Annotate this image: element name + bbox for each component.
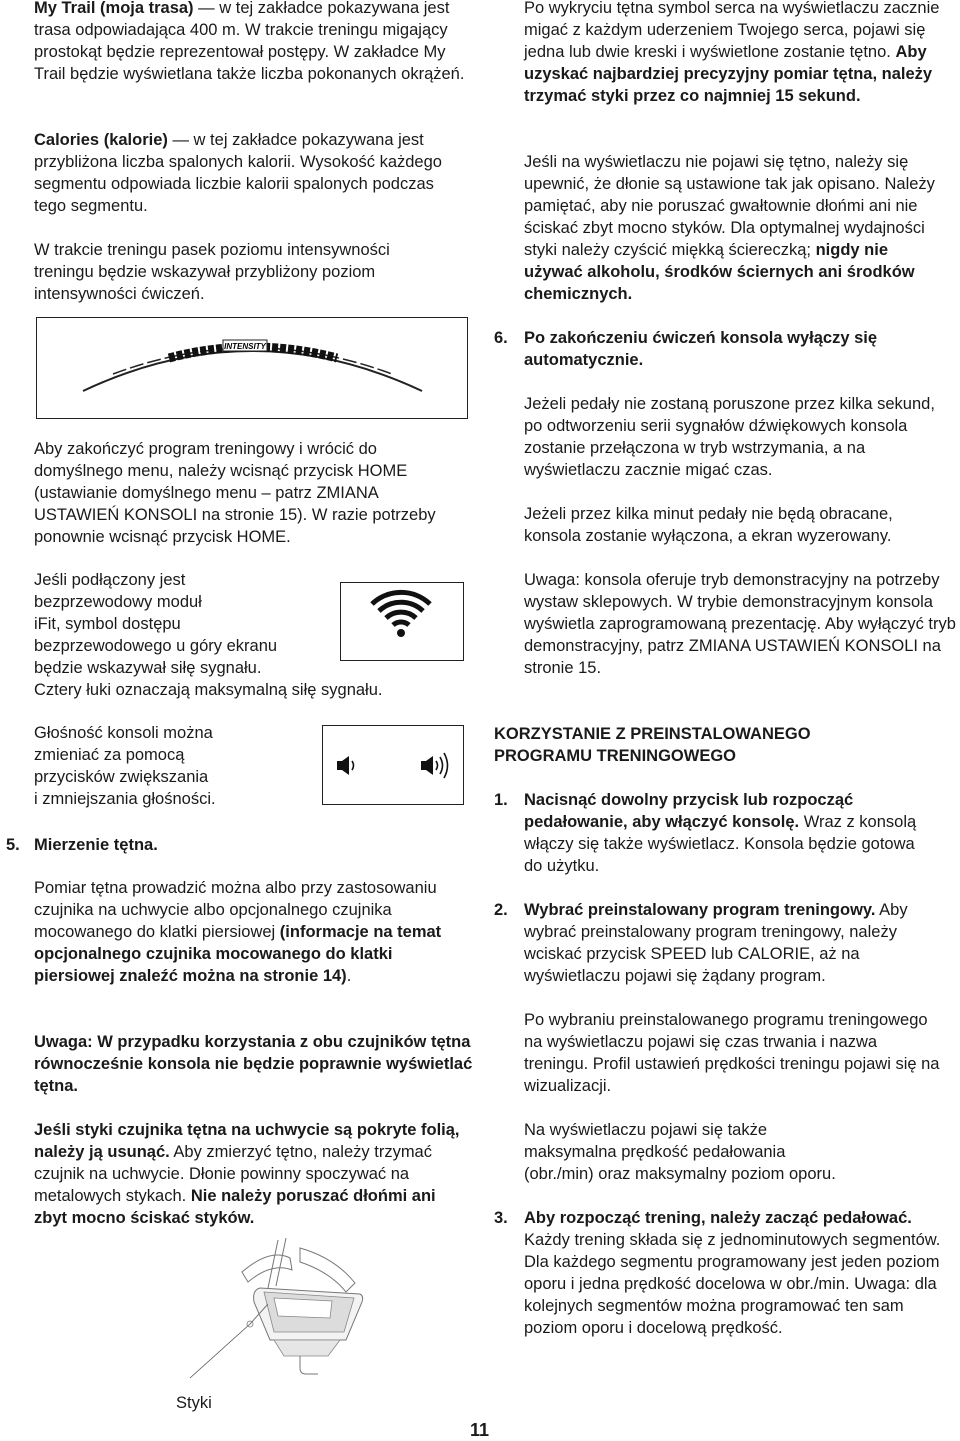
- console-handlebar-drawing: [150, 1228, 380, 1398]
- wifi-figure: [340, 582, 464, 661]
- step-2-bold: Wybrać preinstalowany program treningowy.: [524, 901, 876, 919]
- wifi-signal-icon: [341, 583, 462, 659]
- paragraph-program-selected: Po wybraniu preinstalowanego programu treningowego na wyświetlaczu pojawi się czas trwania i nazwa treningu. Profil ustawień prędkości treningu pojawi się na wizualizacji.: [524, 1011, 940, 1095]
- paragraph-home: Aby zakończyć program treningowy i wrócić do domyślnego menu, należy wcisnąć przycisk HOME (ustawianie domyślnego menu – patrz ZMIANA USTAWIEŃ KONSOLI na stronie 15). W razie potrzeby ponownie wcisnąć przycisk HOME.: [34, 440, 436, 546]
- console-illustration: [150, 1228, 380, 1398]
- step-3-detail: Każdy trening składa się z jednominutowych segmentów. Dla każdego segmentu programowany jest jeden poziom oporu i jedna prędkość docelowa w obr./min. Uwaga: dla kolejnych segmentów można programować ten sam poziom oporu i docelową prędkość.: [524, 1231, 941, 1337]
- step-3-number: 3.: [494, 1209, 508, 1227]
- volume-down-icon: [337, 756, 354, 775]
- volume-up-icon: [421, 753, 448, 778]
- contacts-text: Aby zmierzyć tętno, należy trzymać czujnik na uchwycie. Dłonie powinny spoczywać na metalowych stykach.: [34, 1143, 432, 1205]
- wireless-line: bezprzewodowy moduł: [34, 593, 202, 611]
- step-1-bold: Nacisnąć dowolny przycisk lub rozpocząć pedałowanie, aby włączyć konsolę.: [524, 791, 854, 831]
- paragraph-demo-mode: Uwaga: konsola oferuje tryb demonstracyjny na potrzeby wystaw sklepowych. W trybie demonstracyjnym konsola wyświetla zaprogramowaną prezentację. Aby wyłączyć tryb demonstracyjny, patrz ZMIANA USTAWIEŃ KONSOLI na stronie 15.: [524, 571, 956, 677]
- paragraph-max-speed: Na wyświetlaczu pojawi się także maksymalna prędkość pedałowania (obr./min) oraz maksymalny poziom oporu.: [524, 1121, 836, 1183]
- wireless-line: bezprzewodowego u góry ekranu: [34, 637, 278, 655]
- intensity-bar-figure: [36, 317, 468, 419]
- styki-label: Styki: [176, 1394, 212, 1412]
- no-heart-bold: nigdy nie używać alkoholu, środków ściernych ani środków chemicznych.: [524, 241, 915, 303]
- step-1-number: 1.: [494, 791, 508, 809]
- term-calories: Calories (kalorie): [34, 131, 168, 149]
- volume-line: Głośność konsoli można: [34, 724, 213, 742]
- step-2-number: 2.: [494, 901, 508, 919]
- intensity-arc-graphic: [37, 318, 466, 417]
- step-2-text: [524, 899, 929, 987]
- detect-text: Po wykryciu tętna symbol serca na wyświetlaczu zacznie migać z każdym uderzeniem Twojego serca, pojawi się jedna lub dwie kreski i wyświetlone zostanie tętno.: [524, 0, 940, 61]
- step-3-text: [524, 1207, 960, 1339]
- paragraph-my-trail: [34, 0, 466, 85]
- paragraph-intensity: W trakcie treningu pasek poziomu intensywności treningu będzie wskazywał przybliżony poziom intensywności ćwiczeń.: [34, 241, 390, 303]
- volume-figure: [322, 725, 464, 805]
- paragraph-heart-detect: [524, 0, 960, 107]
- text-my-trail: — w tej zakładce pokazywana jest trasa odpowiadająca 400 m. W trakcie treningu migający prostokąt będzie reprezentował postępy. W zakładce My Trail będzie wyświetlana także liczba pokonanych okrążeń.: [34, 0, 465, 83]
- no-heart-text: Jeśli na wyświetlaczu nie pojawi się tętno, należy się upewnić, że dłonie są ustawione tak jak opisano. Należy pamiętać, aby nie poruszać gwałtownie dłońmi ani nie ściskać zbyt mocno styków. Dla optymalnej wydajności styki należy czyścić miękką ściereczką;: [524, 153, 935, 259]
- volume-icons: [323, 726, 462, 803]
- wireless-line: będzie wskazywał siłę sygnału.: [34, 659, 262, 677]
- step-3-bold: Aby rozpocząć trening, należy zacząć pedałować.: [524, 1209, 912, 1227]
- paragraph-auto-off: Jeżeli przez kilka minut pedały nie będą obracane, konsola zostanie wyłączona, a ekran wyzerowany.: [524, 505, 893, 545]
- paragraph-contacts: [34, 1119, 466, 1229]
- volume-line: przycisków zwiększania: [34, 768, 209, 786]
- step-5-number: 5.: [6, 836, 20, 854]
- step-5-title: Mierzenie tętna.: [34, 836, 158, 854]
- wireless-line: Cztery łuki oznaczają maksymalną siłę sygnału.: [34, 681, 383, 699]
- wireless-line: Jeśli podłączony jest: [34, 571, 186, 589]
- paragraph-volume: [34, 722, 304, 810]
- intensity-label: INTENSITY: [224, 342, 266, 351]
- wireless-line: iFit, symbol dostępu: [34, 615, 181, 633]
- paragraph-standby: Jeżeli pedały nie zostaną poruszone przez kilka sekund, po odtworzeniu serii sygnałów dźwiękowych konsola zostanie przełączona w tryb wstrzymania, a na wyświetlaczu zacznie migać czas.: [524, 395, 935, 479]
- step-6-title: Po zakończeniu ćwiczeń konsola wyłączy się automatycznie.: [524, 329, 878, 369]
- term-my-trail: My Trail (moja trasa): [34, 0, 194, 17]
- text-calories: — w tej zakładce pokazywana jest przybliżona liczba spalonych kalorii. Wysokość każdego segmentu odpowiada liczbie kalorii spalonych podczas tego segmentu.: [34, 131, 442, 215]
- step-1-text: [524, 789, 924, 877]
- contacts-bold-2: Nie należy poruszać dłońmi ani zbyt mocno ściskać styków.: [34, 1187, 436, 1227]
- hr-text: Pomiar tętna prowadzić można albo przy zastosowaniu czujnika na uchwycie albo opcjonalnego czujnika mocowanego do klatki piersiowej: [34, 879, 437, 941]
- contacts-bold-1: Jeśli styki czujnika tętna na uchwycie są pokryte folią, należy ją usunąć.: [34, 1121, 460, 1161]
- hr-end: .: [346, 967, 352, 985]
- paragraph-no-heart: [524, 151, 944, 305]
- page-number: 11: [470, 1420, 490, 1440]
- section-heading: KORZYSTANIE Z PREINSTALOWANEGO PROGRAMU TRENINGOWEGO: [494, 725, 811, 765]
- volume-line: zmieniać za pomocą: [34, 746, 185, 764]
- volume-line: i zmniejszania głośności.: [34, 790, 216, 808]
- detect-bold: Aby uzyskać najbardziej precyzyjny pomiar tętna, należy trzymać styki przez co najmniej 15 sekund.: [524, 43, 933, 105]
- hr-bold-note: (informacje na temat opcjonalnego czujnika mocowanego do klatki piersiowej znaleźć można na stronie 14): [34, 923, 442, 985]
- step-6-number: 6.: [494, 329, 508, 347]
- paragraph-heart-rate: [34, 877, 464, 987]
- step-1-detail: Wraz z konsolą włączy się także wyświetlacz. Konsola będzie gotowa do użytku.: [524, 813, 917, 875]
- paragraph-calories: [34, 129, 464, 217]
- step-2-detail: Aby wybrać preinstalowany program treningowy, należy wciskać przycisk SPEED lub CALORIE, aż na wyświetlaczu pojawi się żądany program.: [524, 901, 908, 985]
- paragraph-sensor-note: Uwaga: W przypadku korzystania z obu czujników tętna równocześnie konsola nie będzie poprawnie wyświetlać tętna.: [34, 1033, 473, 1095]
